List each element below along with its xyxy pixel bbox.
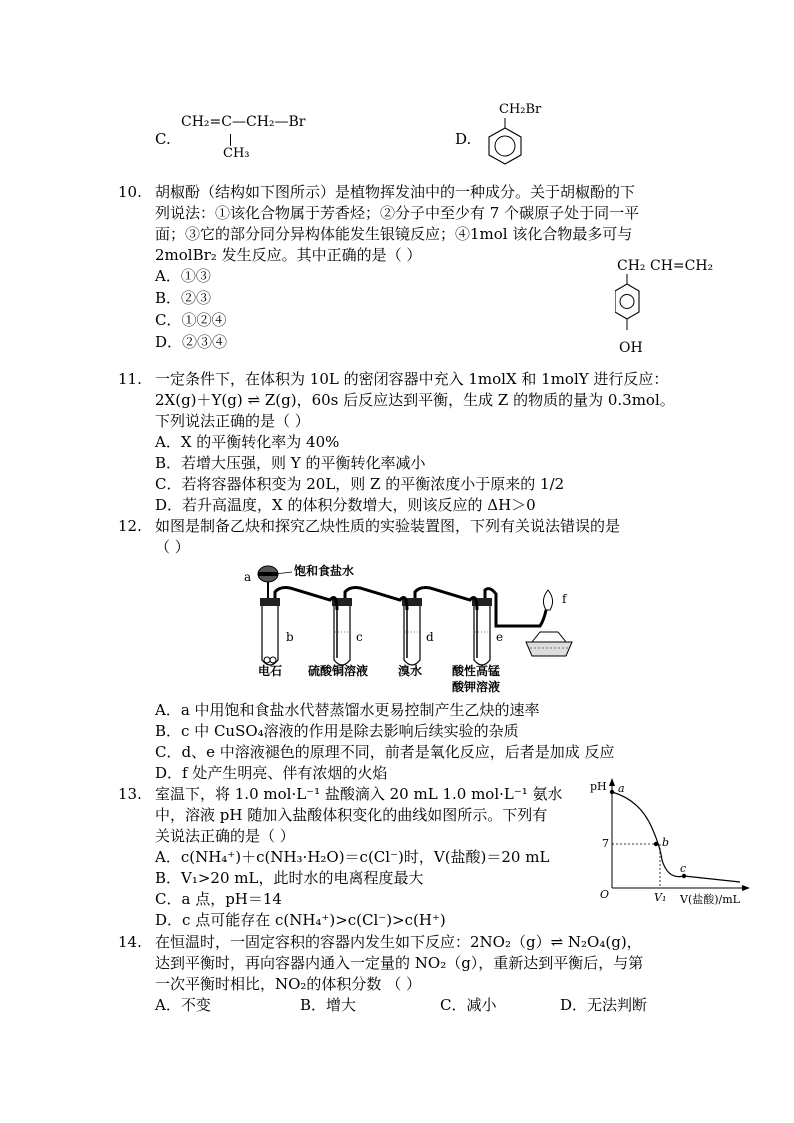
q14-option-c: C．减小 xyxy=(440,996,497,1014)
q10-option-d: D．②③④ xyxy=(155,333,228,351)
q13-line-1: 室温下，将 1.0 mol·L⁻¹ 盐酸滴入 20 mL 1.0 mol·L⁻¹ 氨水 xyxy=(155,785,563,803)
q9-c-branch: CH₃ xyxy=(223,146,250,161)
q14-number: 14. xyxy=(118,933,142,951)
q9-c-label: C. xyxy=(155,130,171,148)
label-kmno4-2: 酸钾溶液 xyxy=(452,680,501,694)
q9-option-d xyxy=(455,100,575,172)
graph-point-c: c xyxy=(680,862,687,875)
q12-line-1: 如图是制备乙炔和探究乙炔性质的实验装置图，下列有关说法错误的是 xyxy=(155,517,621,535)
q14-option-a: A．不变 xyxy=(155,996,211,1014)
q11-option-b: B．若增大压强，则 Y 的平衡转化率减小 xyxy=(155,454,426,472)
q9-c-branch-bond xyxy=(230,134,231,146)
label-f: f xyxy=(562,592,567,606)
q13-line-3: 关说法正确的是（ ） xyxy=(155,827,295,845)
graph-tick-v1: V₁ xyxy=(654,891,667,904)
apparatus-figure xyxy=(240,560,580,692)
q13-option-a: A．c(NH₄⁺)＋c(NH₃·H₂O)＝c(Cl⁻)时，V(盐酸)＝20 mL xyxy=(155,848,550,866)
q9-c-formula: CH₂=C—CH₂—Br xyxy=(181,114,306,130)
q9-option-c xyxy=(155,112,415,164)
q12-number: 12. xyxy=(118,517,142,535)
chavicol-hydroxyl: OH xyxy=(619,340,643,356)
q10-option-c: C．①②④ xyxy=(155,311,227,329)
label-saturated-brine: 饱和食盐水 xyxy=(294,564,355,578)
graph-point-a: a xyxy=(618,782,625,795)
q13-line-2: 中，溶液 pH 随加入盐酸体积变化的曲线如图所示。下列有 xyxy=(155,806,548,824)
q12-option-a: A．a 中用饱和食盐水代替蒸馏水更易控制产生乙炔的速率 xyxy=(155,701,540,719)
graph-tick-7: 7 xyxy=(602,837,609,850)
benzyl-ring-diagram xyxy=(483,118,529,170)
q10-line-2: 列说法：①该化合物属于芳香烃；②分子中至少有 7 个碳原子处于同一平 xyxy=(155,204,640,222)
q11-number: 11. xyxy=(118,370,142,388)
graph-y-label: pH xyxy=(590,780,607,793)
label-copper-sulfate: 硫酸铜溶液 xyxy=(308,664,369,678)
q14-option-d: D．无法判断 xyxy=(560,996,648,1014)
q14-line-3: 一次平衡时相比，NO₂的体积分数 （ ） xyxy=(155,975,421,993)
q11-line-1: 一定条件下，在体积为 10L 的密闭容器中充入 1molX 和 1molY 进行反应： xyxy=(155,370,669,388)
q10-number: 10. xyxy=(118,183,142,201)
q12-option-b: B．c 中 CuSO₄溶液的作用是除去影响后续实验的杂质 xyxy=(155,722,519,740)
q12-option-c: C．d、e 中溶液褪色的原理不同，前者是氧化反应，后者是加成 反应 xyxy=(155,743,615,761)
q14-line-1: 在恒温时，一固定容积的容器内发生如下反应：2NO₂（g）⇌ N₂O₄(g)， xyxy=(155,933,642,951)
q11-option-a: A．X 的平衡转化率为 40% xyxy=(155,433,340,451)
chavicol-structure xyxy=(615,258,745,362)
q10-line-1: 胡椒酚（结构如下图所示）是植物挥发油中的一种成分。关于胡椒酚的下 xyxy=(155,183,636,201)
q13-option-d: D．c 点可能存在 c(NH₄⁺)>c(Cl⁻)>c(H⁺) xyxy=(155,911,446,929)
label-e: e xyxy=(496,630,504,644)
graph-point-b: b xyxy=(662,836,670,849)
q11-option-d: D．若升高温度，X 的体积分数增大，则该反应的 ΔH＞0 xyxy=(155,496,536,514)
q12-option-d: D．f 处产生明亮、伴有浓烟的火焰 xyxy=(155,764,388,782)
q12-line-2: （ ） xyxy=(155,538,190,556)
label-c: c xyxy=(356,630,363,644)
q9-d-label: D. xyxy=(455,130,472,148)
q11-line-2: 2X(g)＋Y(g) ⇌ Z(g)，60s 后反应达到平衡，生成 Z 的物质的量为 0.3mol。 xyxy=(155,391,675,409)
chavicol-side-chain: CH₂ CH=CH₂ xyxy=(617,258,714,274)
q13-option-c: C．a 点，pH＝14 xyxy=(155,890,282,908)
q9-d-formula: CH₂Br xyxy=(499,102,542,117)
label-kmno4-1: 酸性高锰 xyxy=(452,664,501,678)
label-bromine-water: 溴水 xyxy=(398,664,423,678)
label-a: a xyxy=(244,570,252,584)
q11-option-c: C．若将容器体积变为 20L，则 Z 的平衡浓度小于原来的 1/2 xyxy=(155,475,565,493)
label-d: d xyxy=(426,630,434,644)
label-b: b xyxy=(286,630,294,644)
q10-option-a: A．①③ xyxy=(155,267,211,285)
ph-titration-graph xyxy=(590,776,760,912)
q14-option-b: B．增大 xyxy=(300,996,357,1014)
chavicol-ring-diagram xyxy=(615,274,651,344)
graph-x-label: V(盐酸)/mL xyxy=(680,893,740,906)
q13-option-b: B．V₁>20 mL，此时水的电离程度最大 xyxy=(155,869,424,887)
q10-line-4: 2molBr₂ 发生反应。其中正确的是（ ） xyxy=(155,246,422,264)
q14-line-2: 达到平衡时，再向容器内通入一定量的 NO₂（g），重新达到平衡后，与第 xyxy=(155,954,644,972)
q13-number: 13. xyxy=(118,785,142,803)
q10-option-b: B．②③ xyxy=(155,289,212,307)
q11-line-3: 下列说法正确的是（ ） xyxy=(155,412,310,430)
label-calcium-carbide: 电石 xyxy=(258,664,283,678)
graph-origin: O xyxy=(600,888,610,901)
q10-line-3: 面；③它的部分同分异构体能发生银镜反应；④1mol 该化合物最多可与 xyxy=(155,225,633,243)
